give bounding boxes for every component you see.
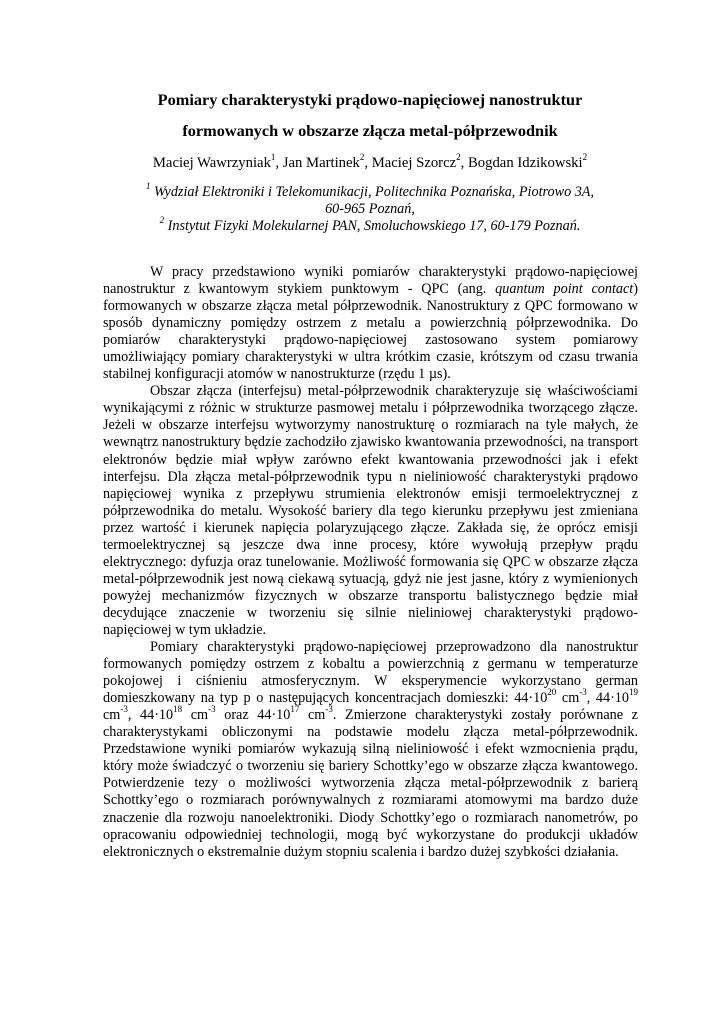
author-name: Maciej Szorcz <box>371 155 457 171</box>
paragraph-text: , 44·10 <box>586 690 629 707</box>
affiliation-text: Wydział Elektroniki i Telekomunikacji, Politechnika Poznańska, Piotrowo 3A, <box>154 184 595 200</box>
exponent: 18 <box>173 704 183 715</box>
exponent: -3 <box>325 704 333 715</box>
author-name: Bogdan Idzikowski <box>467 155 583 171</box>
paragraph-text: ) formowanych w obszarze złącza metal półprzewodnik. Nanostruktury z QPC formowano w sposób dynamiczny pomiędzy ostrzem z metalu a powierzchnią półprzewodnika. Do pomiarów charakterystyki prądowo-napięciowej zastosowano system pomiarowy umożliwiający pomiary charakterystyki w ultra krótkim czasie, krótszym od czasu trwania stabilnej konfiguracji atomów w nanostrukturze (rzędu 1 µs). <box>103 281 638 383</box>
paragraph-3 <box>103 639 638 861</box>
paragraph-text: cm <box>556 690 580 707</box>
author-list: Maciej Wawrzyniak$^1$, Jan Martinek$^2$, Maciej Szorcz$^2$, Bogdan Idzikowski$^2$ <box>152 152 588 171</box>
affiliation-text: Instytut Fizyki Molekularnej PAN, Smoluchowskiego 17, 60-179 Poznań. <box>167 218 581 234</box>
paragraph-text: cm <box>182 707 209 724</box>
paragraph-text: W pracy przedstawiono wyniki pomiarów charakterystyki prądowo-napięciowej nanostruktur z kwantowym stykiem punktowym - QPC (ang. <box>103 264 638 298</box>
paragraph-1 <box>103 264 638 383</box>
abstract-body <box>103 264 638 861</box>
emphasis-term: quantum point contact <box>495 281 634 298</box>
paragraph-text: Pomiary charakterystyki prądowo-napięciowej przeprowadzono dla nanostruktur formowanych pomiędzy ostrzem z kobaltu a powierzchnią z germanu w temperaturze pokojowej i ciśnieniu atmosferycznym. W eksperymencie wykorzystano german domieszkowany na typ p o następujących koncentracjach domieszki: 44·10 <box>103 639 638 707</box>
author-affiliation-mark: 2 <box>359 152 365 163</box>
title-line-1: Pomiary charakterystyki prądowo-napięciowej nanostruktur <box>157 90 583 109</box>
author-affiliation-mark: 2 <box>582 152 588 163</box>
affiliation-2 <box>90 215 650 235</box>
exponent: -3 <box>208 704 216 715</box>
author-name: Jan Martinek <box>282 155 360 171</box>
paragraph-text: cm <box>103 707 121 724</box>
affiliation-1-line-2: 60-965 Poznań, <box>325 201 415 217</box>
exponent: -3 <box>120 704 128 715</box>
affiliation-mark: 2 <box>159 215 165 226</box>
paragraph-text: . Zmierzone charakterystyki zostały porównane z charakterystykami obliczonymi na podstawie modelu złącza metal-półprzewodnik. Przedstawione wyniki pomiarów wykazują silną nieliniowość i efekt wzmocnienia prądu, który może świadczyć o tworzeniu się bariery Schottky’ego w obszarze złącza kwantowego. Potwierdzenie tezy o możliwości wytworzenia złącza metal-półprzewodnik z barierą Schottky’ego o rozmiarach porównywalnych z rozmiarami atomowymi ma bardzo duże znaczenie dla rozwoju nanoelektroniki. Diody Schottky’ego o rozmiarach nanometrów, po opracowaniu odpowiedniej technologii, mogą być wykorzystane do produkcji układów elektronicznych o ekstremalnie dużym stopniu scalenia i bardzo dużej szybkości działania. <box>103 707 638 860</box>
affiliation-mark: 1 <box>145 181 151 192</box>
author-affiliation-mark: 1 <box>270 152 276 163</box>
paragraph-2: Obszar złącza (interfejsu) metal-półprzewodnik charakteryzuje się właściwościami wynikającymi z różnic w strukturze pasmowej metalu i półprzewodnika tworzącego złącze. Jeżeli w obszarze interfejsu wytworzymy nanostrukturę o rozmiarach na tyle małych, że wewnątrz nanostruktury będzie zachodziło zjawisko kwantowania przewodności, na transport elektronów będzie miał wpływ zarówno efekt kwantowania przewodności jak i efekt interfejsu. Dla złącza metal-półprzewodnik typu n nieliniowość charakterystyki prądowo napięciowej wynika z przepływu strumienia elektronów emisji termoelektrycznej z półprzewodnika do metalu. Wysokość bariery dla tego kierunku przepływu jest zmieniana przez wartość i kierunek napięcia polaryzującego złącze. Zakłada się, że oprócz emisji termoelektrycznej są jeszcze dwa inne procesy, które wywołują przepływ prądu elektrycznego: dyfuzja oraz tunelowanie. Możliwość formowania się QPC w obszarze złącza metal-półprzewodnik jest nową ciekawą sytuacją, gdyż nie jest jasne, który z wymienionych powyżej mechanizmów fizycznych w obszarze transportu balistycznego będzie miał decydujące znaczenie w tworzeniu się silnie nieliniowej charakterystyki prądowo-napięciowej w tym układzie. <box>103 383 638 638</box>
paragraph-text: , 44·10 <box>127 707 174 724</box>
paragraph-text: oraz 44·10 <box>215 707 291 724</box>
title-line-2: formowanych w obszarze złącza metal-półprzewodnik <box>182 121 558 140</box>
paragraph-text: cm <box>299 707 326 724</box>
exponent: 17 <box>290 704 300 715</box>
affiliation-1-line-1 <box>90 181 650 201</box>
exponent: 19 <box>628 687 638 698</box>
author-name: Maciej Wawrzyniak <box>152 155 271 171</box>
exponent: 20 <box>547 687 557 698</box>
author-affiliation-mark: 2 <box>456 152 461 163</box>
exponent: -3 <box>579 687 587 698</box>
